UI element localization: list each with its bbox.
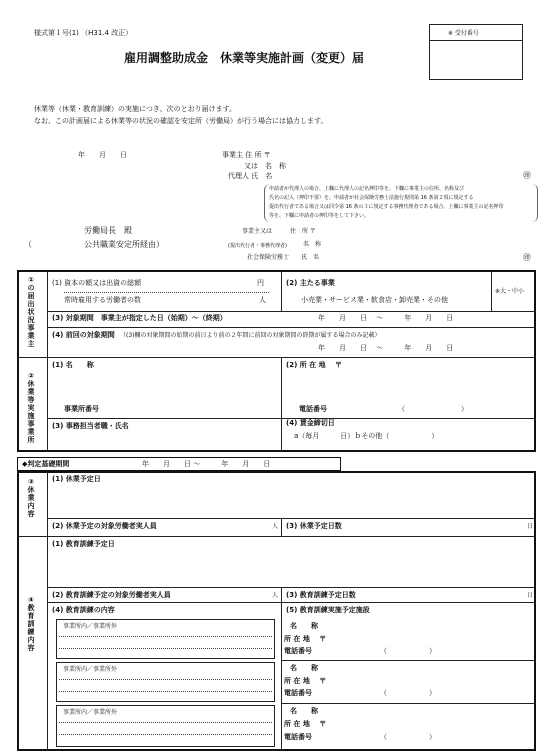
facility-phone-input-2[interactable]: （ ） [380, 689, 436, 697]
training-date-input[interactable] [52, 551, 530, 585]
sharoushi-name-label: 社会保険労務士 氏 名 [247, 254, 320, 261]
target-period-label: (3) 対象期間 事業主が指定した日（始期）～（終期） [52, 314, 227, 322]
office-location-label: (2) 所 在 地 〒 [286, 361, 343, 369]
office-name-input[interactable] [52, 372, 276, 400]
business-type-options[interactable]: 小売業・サービス業・飲食店・卸売業・その他 [301, 296, 448, 304]
agent-name-label: 代理人 氏 名 [228, 172, 273, 180]
leave-days-unit: 日 [527, 523, 534, 530]
facility-name-label-2: 名 称 [290, 664, 318, 672]
receipt-number-label: ※ 受付番号 [448, 30, 479, 37]
facility-phone-label-1: 電話番号 [284, 647, 312, 655]
employer-name-label: 又は 名 称 [244, 162, 286, 170]
office-name-label: (1) 名 称 [52, 361, 94, 369]
facility-location-label-2: 所 在 地 〒 [284, 677, 327, 685]
facility-phone-input-1[interactable]: （ ） [380, 647, 436, 655]
workers-input[interactable] [156, 292, 256, 308]
manager-label: (3) 事務担当者職・氏名 [52, 422, 129, 430]
office-location-input[interactable] [286, 372, 530, 400]
facility-phone-input-3[interactable]: （ ） [380, 733, 436, 741]
capital-label: (1) 資本の額又は出資の総額 [52, 279, 142, 287]
office-paren-open: （ [24, 240, 32, 249]
facility-name-label-3: 名 称 [290, 707, 318, 715]
training-content-box-2[interactable] [56, 662, 275, 702]
phone-input[interactable]: （ ） [398, 405, 468, 413]
employer-address-label: 事業主 住 所 〒 [222, 151, 271, 159]
closing-day-options[interactable]: a（毎月 日）ｂその他（ ） [294, 432, 439, 440]
seal-mark: ㊞ [523, 171, 531, 180]
closing-day-label: (4) 賃金締切日 [286, 419, 335, 427]
prev-period-dates[interactable]: 年 月 日 ～ 年 月 日 [318, 344, 454, 352]
leave-date-input[interactable] [52, 486, 530, 516]
leave-workers-label: (2) 休業予定の対象労働者実人員 [52, 522, 157, 530]
section-2-label: ②休業等実施事業所 [27, 372, 35, 444]
training-content-box-3[interactable] [56, 705, 275, 747]
submission-date: 年 月 日 [78, 151, 127, 159]
in-out-label-3: 事業所内／事業所外 [63, 709, 118, 716]
agent-note-line-3: 提出代行者である場合又は同令第 16 条の３に規定する事務代理者である場合、上欄に事業主の記名押印 [269, 204, 504, 210]
in-out-label-1: 事業所内／事業所外 [63, 623, 118, 630]
prev-period-note: （(3)欄の対象期間の始期の前日より前の２年間に前回の対象期間の終期が属する場合のみ記載） [120, 332, 381, 339]
training-facility-label: (5) 教育訓練実施予定施設 [286, 606, 370, 614]
training-workers-label: (2) 教育訓練予定の対象労働者実人員 [52, 591, 171, 599]
proxy-role-label: (提出代行者・事務代理者) [228, 243, 287, 249]
via-employment-office: 公共職業安定所経由） [84, 240, 164, 249]
facility-location-label-3: 所 在 地 〒 [284, 720, 327, 728]
receipt-number-box[interactable] [429, 24, 523, 80]
agent-note-line-1: 申請者が代理人の場合、上欄に代理人の記名押印等を、下欄に事業主の住所、名称及び [269, 186, 465, 192]
training-date-label: (1) 教育訓練予定日 [52, 540, 115, 548]
intro-line-2: なお、この計画届による休業等の状況の確認を安定所（労働局）が行う場合には協力します。 [34, 117, 328, 125]
training-workers-person: 人 [272, 592, 279, 599]
labor-bureau-chief: 労働局長 殿 [84, 226, 132, 235]
basis-period-dates[interactable]: 年 月 日 ～ 年 月 日 [142, 460, 271, 468]
main-business-label: (2) 主たる事業 [286, 279, 335, 287]
section-1-label: ①の届出状況事業主 [27, 276, 35, 348]
basis-period-box [17, 457, 341, 471]
facility-name-label-1: 名 称 [290, 622, 318, 630]
training-content-label: (4) 教育訓練の内容 [52, 606, 115, 614]
phone-label: 電話番号 [299, 405, 327, 413]
facility-location-label-1: 所 在 地 〒 [284, 635, 327, 643]
form-number: 様式第１号(1) （H31.4 改正） [34, 29, 133, 37]
agent-note-line-4: 等を、下欄に申請者の押印等をして下さい。 [269, 213, 370, 219]
owner-address-label: 事業主又は 住 所 〒 [242, 228, 316, 235]
training-content-box-1[interactable] [56, 619, 275, 659]
facility-phone-label-3: 電話番号 [284, 733, 312, 741]
office-number-label: 事業所番号 [64, 405, 99, 413]
enterprise-size: ※大・中小 [495, 288, 525, 295]
in-out-label-2: 事業所内／事業所外 [63, 666, 118, 673]
facility-phone-label-2: 電話番号 [284, 689, 312, 697]
leave-days-label: (3) 休業予定日数 [286, 522, 342, 530]
target-period-dates[interactable]: 年 月 日 ～ 年 月 日 [318, 314, 454, 322]
capital-yen: 円 [257, 279, 264, 287]
workers-person: 人 [259, 296, 266, 304]
prev-period-label: (4) 前回の対象期間 [52, 331, 115, 339]
capital-input[interactable] [170, 274, 254, 290]
seal-mark-2: ㊞ [523, 253, 531, 262]
workers-label: 常時雇用する労働者の数 [64, 296, 141, 304]
section-4-label: ④教育訓練内容 [27, 596, 35, 652]
leave-workers-person: 人 [272, 523, 279, 530]
training-days-label: (3) 教育訓練予定日数 [286, 591, 356, 599]
leave-date-label: (1) 休業予定日 [52, 475, 101, 483]
proxy-name-label: 名 称 [303, 241, 322, 248]
section-3-label: ③休業内容 [27, 478, 35, 518]
intro-line-1: 休業等（休業・教育訓練）の実施につき、次のとおり届けます。 [34, 105, 237, 113]
agent-note-bracket [264, 184, 538, 222]
agent-note-line-2: 氏名の記入（押印不要）を、申請者が社会保険労務士法施行規則第 16 条第２項に規定する [269, 195, 474, 201]
training-days-unit: 日 [527, 592, 534, 599]
form-title: 雇用調整助成金 休業等実施計画（変更）届 [124, 51, 365, 65]
basis-period-label: ◆判定基礎期間 [22, 460, 70, 468]
